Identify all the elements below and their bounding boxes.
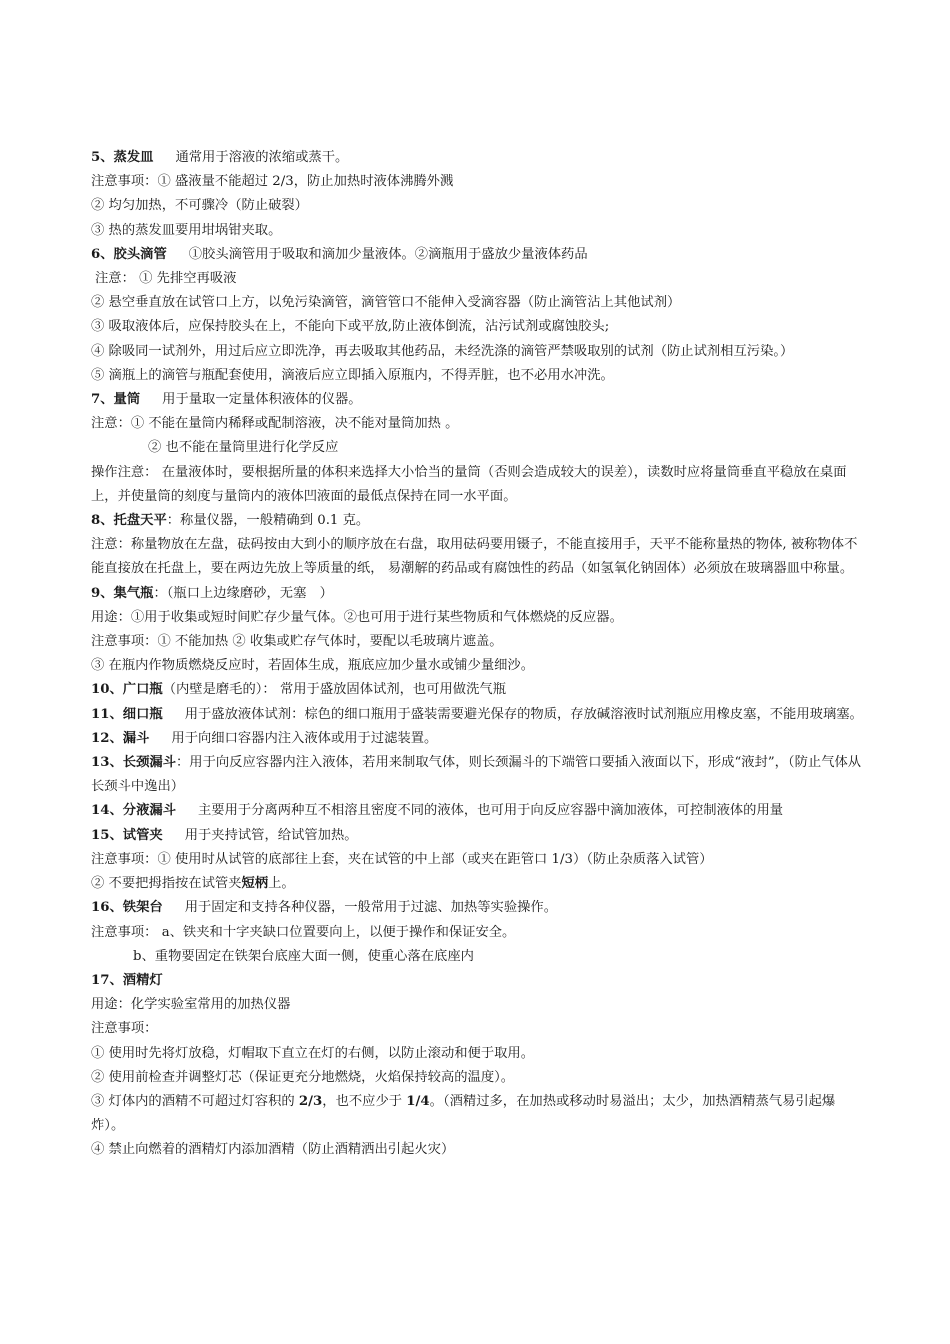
section-desc: （内壁是磨毛的）： 常用于盛放固体试剂，也可用做洗气瓶 [162, 682, 506, 698]
emphasis-text: 1/4 [406, 1093, 430, 1109]
text-line: 注意事项：① 使用时从试管的底部往上套，夹在试管的中上部（或夹在距管口 1/3）（防止杂质落入试管） [91, 851, 713, 867]
text-paragraph: 注意：称量物放在左盘，砝码按由大到小的顺序放在右盘，取用砝码要用镊子，不能直接用手，天平不能称量热的物体, 被称物体不能直接放在托盘上，要在两边先放上等质量的纸， 易潮解的药品或有腐蚀性的药品（如氢氧化钠固体）必须放在玻璃器皿中称量。 [91, 537, 858, 577]
section-desc: ：（瓶口上边缘磨砂，无塞 ） [153, 585, 333, 601]
section-title: 11、细口瓶 [91, 706, 163, 722]
section-8-heading [91, 509, 864, 533]
text-line: ② 使用前检查并调整灯芯（保证更充分地燃烧，火焰保持较高的温度）。 [91, 1069, 515, 1085]
section-12-heading [91, 727, 864, 751]
text-line: ② 悬空垂直放在试管口上方，以免污染滴管，滴管管口不能伸入受滴容器（防止滴管沾上其他试剂） [91, 295, 681, 311]
section-title: 5、蒸发皿 [91, 150, 154, 165]
section-title: 13、长颈漏斗 [91, 755, 176, 771]
section-title: 9、集气瓶 [91, 585, 154, 601]
text-line: b、重物要固定在铁架台底座大面一侧，使重心落在底座内 [133, 948, 474, 964]
text-line: ④ 除吸同一试剂外，用过后应立即洗净，再去吸取其他药品，未经洗涤的滴管严禁吸取别的试剂（防止试剂相互污染。） [91, 343, 794, 359]
text-line: ⑤ 滴瓶上的滴管与瓶配套使用，滴液后应立即插入原瓶内，不得弄脏，也不必用水冲洗。 [91, 367, 614, 383]
section-desc: 用于盛放液体试剂：棕色的细口瓶用于盛装需要避光保存的物质，存放碱溶液时试剂瓶应用橡皮塞，不能用玻璃塞。 [184, 706, 863, 722]
section-desc: 用于向细口容器内注入液体或用于过滤装置。 [171, 730, 438, 746]
text-run: ③ 灯体内的酒精不可超过灯容积的 [91, 1093, 299, 1109]
text-paragraph [91, 1090, 864, 1138]
text-line: ① 使用时先将灯放稳，灯帽取下直立在灯的右侧，以防止滚动和便于取用。 [91, 1045, 535, 1061]
section-13-heading [91, 751, 864, 799]
text-line: 注意：① 不能在量筒内稀释或配制溶液，决不能对量筒加热 。 [91, 416, 459, 432]
section-desc: ①胶头滴管用于吸取和滴加少量液体。②滴瓶用于盛放少量液体药品 [188, 246, 588, 262]
section-10-heading [91, 678, 864, 702]
section-14-heading [91, 799, 864, 823]
section-desc: 用于量取一定量体积液体的仪器。 [162, 392, 362, 408]
section-desc: 用于固定和支持各种仪器，一般常用于过滤、加热等实验操作。 [184, 900, 558, 916]
text-line: 注意： ① 先排空再吸液 [95, 271, 237, 287]
section-title: 10、广口瓶 [91, 682, 163, 698]
section-6-heading [91, 243, 864, 267]
section-title: 14、分液漏斗 [91, 803, 176, 819]
section-16-heading [91, 896, 864, 920]
text-line: 用途：①用于收集或短时间贮存少量气体。②也可用于进行某些物质和气体燃烧的反应器。 [91, 609, 623, 625]
emphasis-text: 2/3 [298, 1093, 323, 1109]
text-line: ④ 禁止向燃着的酒精灯内添加酒精（防止酒精洒出引起火灾） [91, 1142, 455, 1158]
section-title: 6、胶头滴管 [91, 246, 167, 262]
emphasis-text: 短柄 [241, 876, 269, 892]
section-9-heading [91, 582, 864, 606]
text-line: 注意事项：① 盛液量不能超过 2/3，防止加热时液体沸腾外溅 [91, 174, 454, 190]
text-line: 注意事项： [91, 1021, 158, 1037]
text-run: ，也不应少于 [322, 1093, 407, 1109]
text-line: ② 也不能在量筒里进行化学反应 [148, 440, 339, 456]
section-7-heading [91, 388, 864, 412]
text-line: ② 均匀加热，不可骤冷（防止破裂） [91, 198, 308, 214]
text-line: 注意事项：① 不能加热 ② 收集或贮存气体时，要配以毛玻璃片遮盖。 [91, 634, 503, 650]
text-line: ③ 在瓶内作物质燃烧反应时，若固体生成，瓶底应加少量水或铺少量细沙。 [91, 658, 535, 674]
section-17-heading: 17、酒精灯 [91, 972, 163, 988]
section-title: 15、试管夹 [91, 827, 163, 843]
text-line: 注意事项： a、铁夹和十字夹缺口位置要向上，以便于操作和保证安全。 [91, 924, 516, 940]
section-desc: ：用于向反应容器内注入液体，若用来制取气体，则长颈漏斗的下端管口要插入液面以下，形成“液封”，（防止气体从长颈斗中逸出） [91, 755, 862, 795]
section-15-heading [91, 824, 864, 848]
section-title: 12、漏斗 [91, 730, 150, 746]
section-11-heading [91, 703, 864, 727]
text-run: 上。 [268, 876, 295, 892]
section-desc: 主要用于分离两种互不相溶且密度不同的液体，也可用于向反应容器中滴加液体，可控制液体的用量 [198, 803, 784, 819]
text-line [91, 872, 864, 896]
section-desc: 通常用于溶液的浓缩或蒸干。 [175, 150, 349, 165]
section-desc: 用于夹持试管，给试管加热。 [184, 827, 358, 843]
section-title: 7、量筒 [91, 392, 141, 408]
section-desc: ：称量仪器，一般精确到 0.1 克。 [166, 513, 370, 529]
text-line: ③ 热的蒸发皿要用坩埚钳夹取。 [91, 222, 282, 238]
text-paragraph: 操作注意： 在量液体时，要根据所量的体积来选择大小恰当的量筒（否则会造成较大的误差），读数时应将量筒垂直平稳放在桌面上，并使量筒的刻度与量筒内的液体凹液面的最低点保持在同一水平面。 [91, 464, 847, 504]
section-5-heading [91, 146, 864, 170]
text-line: ③ 吸取液体后，应保持胶头在上，不能向下或平放,防止液体倒流，沾污试剂或腐蚀胶头; [91, 319, 610, 335]
text-line: 用途：化学实验室常用的加热仪器 [91, 997, 291, 1013]
section-title: 16、铁架台 [91, 900, 163, 916]
text-run: 。（酒精过多，在加热或移动时易溢出；太少，加热酒精蒸气易引起爆炸）。 [91, 1093, 836, 1134]
section-title: 8、托盘天平 [91, 513, 167, 529]
text-run: ② 不要把拇指按在试管夹 [91, 876, 242, 892]
